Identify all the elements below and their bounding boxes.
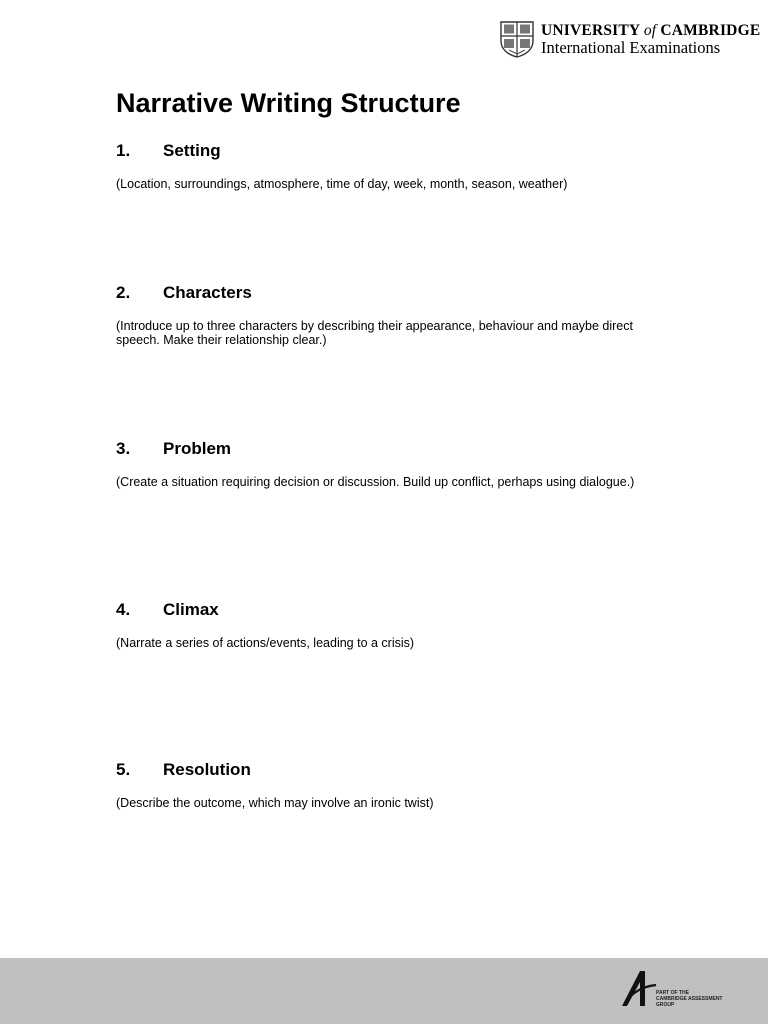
- section-problem: [116, 439, 676, 489]
- section-description: (Introduce up to three characters by describing their appearance, behaviour and maybe direct speech. Make their relationship clear.): [116, 319, 633, 347]
- section-title: Setting: [163, 141, 221, 160]
- section-number: 2.: [116, 283, 131, 302]
- university-logo: [500, 20, 761, 60]
- section-heading: [116, 760, 676, 780]
- section-description: (Create a situation requiring decision or discussion. Build up conflict, perhaps using dialogue.): [116, 475, 635, 489]
- section-resolution: [116, 760, 676, 810]
- section-setting: [116, 141, 676, 191]
- university-crest-icon: [500, 21, 534, 58]
- section-number: 4.: [116, 600, 131, 619]
- section-title: Characters: [163, 283, 252, 302]
- section-heading: [116, 439, 676, 459]
- logo-wordmark: [541, 22, 760, 57]
- section-title: Climax: [163, 600, 219, 619]
- section-climax: [116, 600, 676, 650]
- page-footer: [0, 958, 768, 1024]
- page-title: Narrative Writing Structure: [116, 88, 461, 118]
- cambridge-assessment-logo-icon: [620, 968, 660, 1008]
- section-description: (Location, surroundings, atmosphere, time of day, week, month, season, weather): [116, 177, 568, 191]
- cambridge-assessment-logo: [620, 966, 740, 1012]
- section-title: Resolution: [163, 760, 251, 779]
- footer-group-text: PART OF THE CAMBRIDGE ASSESSMENT GROUP: [656, 990, 723, 1008]
- section-number: 1.: [116, 141, 131, 160]
- section-description: (Describe the outcome, which may involve an ironic twist): [116, 796, 434, 810]
- logo-subtitle: International Examinations: [541, 38, 721, 57]
- section-description: (Narrate a series of actions/events, leading to a crisis): [116, 636, 415, 650]
- section-characters: [116, 283, 676, 347]
- section-heading: [116, 141, 676, 161]
- logo-university-name: UNIVERSITY of CAMBRIDGE: [541, 22, 761, 39]
- section-heading: [116, 600, 676, 620]
- section-number: 3.: [116, 439, 131, 458]
- section-heading: [116, 283, 676, 303]
- section-number: 5.: [116, 760, 131, 779]
- section-title: Problem: [163, 439, 232, 458]
